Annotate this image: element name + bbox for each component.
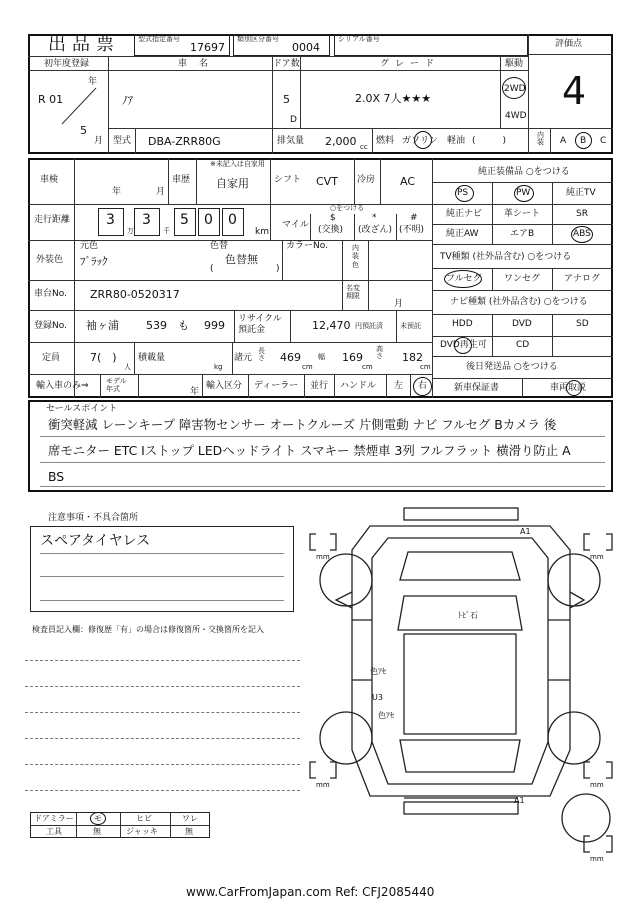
length-label: 長さ: [258, 347, 265, 362]
chassis-number: ZRR80-0520317: [90, 288, 180, 301]
inspector-label: 検査員記入欄：修復歴「有」の場合は修復箇所・交換箇所を記入: [32, 625, 264, 634]
sales-line-2: 席モニター ETC Iストップ LEDヘッドライト スマキー 禁煙車 3列 フルフラット 横滑り防止 A: [48, 443, 571, 458]
registration-class: 539: [146, 319, 167, 332]
tools-value: 無: [93, 827, 101, 836]
notes-label: 注意事項・不具合箇所: [48, 513, 139, 523]
equip-abs-circle: [571, 226, 593, 243]
damage-u3: U3: [372, 693, 383, 702]
width-unit: cm: [362, 363, 373, 371]
capacity-value: 7( ): [90, 351, 117, 364]
mirror-circle: [90, 812, 106, 825]
import-label: 輸入車のみ⇒: [36, 381, 89, 391]
ac-label: 冷房: [357, 175, 376, 185]
displacement-label: 排気量: [277, 136, 305, 146]
month-unit: 月: [94, 136, 104, 146]
damage-a1-rear: A1: [514, 796, 525, 805]
history-value: 自家用: [216, 177, 249, 190]
first-reg-month: 5: [80, 124, 87, 137]
inspector-line-2: [25, 686, 300, 687]
inspector-line-5: [25, 764, 300, 765]
import-dealer: ディーラー: [254, 381, 299, 391]
original-color-label: 元色: [80, 241, 99, 251]
drive-4wd: 4WD: [505, 111, 527, 121]
year-unit: 年: [88, 77, 98, 87]
front-bumper: [404, 508, 518, 520]
equip-sr: SR: [576, 209, 588, 219]
rating-value: 4: [562, 69, 587, 113]
color-change-value: 色替無: [225, 253, 258, 266]
navi-hdd: HDD: [452, 319, 473, 329]
interior-grade-a: A: [560, 136, 567, 146]
shaken-year-unit: 年: [112, 187, 122, 197]
body-outline: [352, 526, 570, 796]
mileage-dollar: $: [330, 213, 336, 223]
mileage-digit-4: 0: [204, 212, 213, 228]
mirror-header-2: モ: [94, 814, 102, 823]
front-left-wheel: [320, 554, 372, 606]
drive-2wd: 2WD: [504, 84, 526, 94]
sales-label: セールスポイント: [46, 404, 118, 414]
history-note: ※未記入は自家用: [210, 160, 265, 168]
grade-value: 2.0X 7人★★★: [355, 92, 432, 105]
navi-dvd-playback-circle: [454, 337, 472, 354]
mirror-header-4: ワレ: [182, 814, 198, 823]
shaken-label: 車検: [40, 175, 59, 185]
equip-ps-circle: [455, 185, 474, 202]
car-damage-diagram: [300, 500, 620, 870]
tv-fullseg-circle: [444, 270, 482, 288]
door-suffix: D: [290, 115, 297, 125]
delivery-title: 後日発送品 ○をつける: [466, 362, 558, 372]
shift-label: シフト: [274, 175, 302, 185]
navi-dvd-playback: DVD再生可: [440, 340, 487, 350]
interior-grade-c: C: [600, 136, 607, 146]
displacement-value: 2,000: [325, 135, 357, 148]
equip-leather: 革シート: [504, 209, 541, 219]
mileage-man-unit: 万: [127, 227, 134, 235]
tv-analog: アナログ: [564, 274, 601, 284]
delivery-manual-circle: [566, 380, 582, 396]
capacity-label: 定員: [42, 353, 61, 363]
damage-paint-1: 色ｱｾ: [370, 667, 386, 676]
import-category-label: 輸入区分: [206, 381, 243, 391]
handle-label: ハンドル: [340, 381, 377, 391]
rear-window: [400, 740, 520, 772]
height-unit: cm: [420, 363, 431, 371]
diesel-paren: ( ): [472, 136, 507, 146]
inspector-line-4: [25, 738, 300, 739]
car-name-value: ﾉｱ: [122, 94, 133, 107]
tv-oneseg: ワンセグ: [504, 274, 541, 284]
model-year-label: モデル年式: [106, 377, 127, 393]
interior-grade-b: B: [580, 136, 587, 146]
inspector-line-1: [25, 660, 300, 661]
original-color-value: ﾌﾞﾗｯｸ: [80, 255, 108, 268]
inspector-line-3: [25, 712, 300, 713]
interior-grade-b-circle: [575, 132, 592, 149]
fuel-gasoline: ガソリン: [402, 136, 439, 146]
registration-place: 袖ヶ浦: [86, 319, 119, 332]
mm-label-3: mm: [316, 781, 330, 789]
body-inner: [372, 538, 548, 784]
length-value: 469: [280, 351, 301, 364]
expiry-label: 名変期限: [346, 284, 360, 301]
mm-label-4: mm: [590, 781, 604, 789]
equip-tv: 純正TV: [566, 188, 596, 198]
mileage-exchange: (交換): [318, 225, 344, 235]
model-year-unit: 年: [190, 387, 200, 397]
width-label: 幅: [318, 353, 325, 361]
color-change-label: 色替: [210, 241, 229, 251]
doors-label: ドア数: [273, 59, 300, 69]
recycle-unpaid: 未预託: [400, 322, 421, 330]
interior-label: 内装: [537, 131, 544, 146]
equip-abs: ABS: [573, 229, 591, 239]
registration-number: 999: [204, 319, 225, 332]
rear-right-wheel: [548, 712, 600, 764]
footer-watermark: www.CarFromJapan.com Ref: CFJ2085440: [186, 885, 435, 899]
type-label: 型式: [113, 136, 132, 146]
equip-ps: PS: [457, 188, 469, 198]
mileage-digit-3: 5: [180, 212, 189, 228]
spare-wheel: [562, 794, 610, 842]
mileage-digit-2: 3: [142, 212, 151, 228]
import-parallel: 並行: [310, 381, 329, 391]
tv-fullseg: フルセグ: [446, 274, 482, 284]
sales-line-1: 衝突軽減 レーンキープ 障害物センサー オートクルーズ 片側電動 ナビ フルセグ Bカメラ 後: [48, 417, 557, 432]
model-no-label: 型式指定番号: [138, 35, 180, 43]
tv-title: TV種類 (社外品含む) ○をつける: [440, 252, 572, 262]
shaken-month-unit: 月: [156, 187, 166, 197]
mileage-hash: #: [410, 213, 418, 223]
width-value: 169: [342, 351, 363, 364]
first-reg-label: 初年度登録: [44, 59, 90, 69]
roof: [404, 634, 516, 734]
navi-cd: CD: [516, 340, 530, 350]
shift-value: CVT: [316, 175, 338, 188]
fuel-gasoline-circle: [414, 131, 432, 149]
height-label: 高さ: [376, 345, 383, 360]
registration-kana: も: [178, 319, 189, 332]
mirror-header-3: ヒビ: [136, 814, 152, 823]
spec-label: 諸元: [234, 353, 253, 363]
inspector-line-6: [25, 790, 300, 791]
mm-label-2: mm: [590, 553, 604, 561]
damage-paint-2: 色ｱｾ: [378, 711, 394, 720]
equip-pw-circle: [514, 185, 534, 202]
recycle-value: 12,470: [312, 319, 351, 332]
mileage-sen-unit: 千: [163, 227, 170, 235]
damage-a1-front: A1: [520, 527, 531, 536]
equip-aw: 純正AW: [446, 229, 479, 239]
load-label: 積載量: [138, 353, 166, 363]
document-title: 出品票: [48, 34, 120, 55]
rear-bumper: [404, 802, 518, 814]
mileage-modified: (改ざん): [358, 225, 393, 235]
equip-navi: 純正ナビ: [446, 209, 483, 219]
grade-label: グレード: [380, 59, 441, 69]
equip-pw: PW: [516, 188, 531, 198]
handle-left: 左: [394, 381, 404, 391]
mileage-digit-1: 3: [106, 212, 115, 228]
mileage-star: *: [372, 213, 377, 223]
hood: [400, 552, 520, 580]
mileage-mile: マイル: [282, 220, 309, 230]
capacity-unit: 人: [124, 363, 131, 371]
fuel-label: 燃料: [376, 136, 395, 146]
navi-dvd: DVD: [512, 319, 532, 329]
mileage-unknown: (不明): [399, 225, 425, 235]
handle-right: 右: [418, 381, 428, 391]
serial-label: シリアル番号: [338, 35, 380, 43]
jack-label: ジャッキ: [126, 827, 158, 836]
interior-color-label: 内装色: [352, 244, 359, 269]
first-reg-era: R 01: [38, 93, 64, 106]
ac-value: AC: [400, 175, 416, 188]
chassis-label: 車台No.: [34, 289, 67, 299]
rear-left-wheel: [320, 712, 372, 764]
history-label: 車歴: [172, 175, 191, 185]
delivery-manual: 車両取説: [550, 383, 587, 393]
mm-label-1: mm: [316, 553, 330, 561]
color-label: 外装色: [36, 255, 64, 265]
drive-label: 駆動: [505, 59, 524, 69]
jack-value: 無: [185, 827, 193, 836]
recycle-label: リサイクル預託金: [238, 314, 282, 335]
model-no-value: 17697: [190, 41, 225, 54]
registration-label: 登録No.: [34, 321, 67, 331]
delivery-warranty: 新車保証書: [454, 383, 500, 393]
color-no-label: カラーNo.: [286, 241, 328, 251]
mileage-label: 走行距離: [34, 215, 71, 225]
handle-right-circle: [413, 377, 432, 396]
class-no-label: 類別区分番号: [237, 35, 279, 43]
model-type-value: DBA-ZRR80G: [148, 135, 221, 148]
mirror-header-1: ドアミラー: [34, 814, 74, 823]
drive-2wd-circle: [502, 77, 526, 99]
car-name-label: 車名: [178, 59, 221, 69]
mileage-km-unit: km: [255, 227, 269, 237]
doors-value: 5: [283, 93, 290, 106]
length-unit: cm: [302, 363, 313, 371]
height-value: 182: [402, 351, 423, 364]
notes-text: スペアタイヤレス: [40, 533, 151, 549]
load-kg: kg: [214, 363, 223, 371]
rating-label: 評価点: [555, 39, 583, 49]
recycle-unit: 円預託済: [355, 322, 383, 330]
navi-sd: SD: [576, 319, 589, 329]
damage-windshield: ﾄﾋﾞ石: [458, 611, 478, 620]
mileage-circle-label: ○をつける: [330, 204, 365, 212]
equipment-title: 純正装備品 ○をつける: [478, 167, 570, 177]
sales-line-3: BS: [48, 469, 65, 484]
class-no-value: 0004: [292, 41, 320, 54]
mm-label-5: mm: [590, 855, 604, 863]
navi-title: ナビ種類 (社外品含む) ○をつける: [450, 297, 588, 307]
equip-airbag: エアB: [510, 229, 535, 239]
mileage-digit-5: 0: [228, 212, 237, 228]
expiry-month-unit: 月: [394, 299, 404, 309]
diesel-label: 軽油: [447, 136, 466, 146]
front-right-wheel: [548, 554, 600, 606]
cc-unit: cc: [360, 143, 368, 151]
slash-divider: [60, 86, 100, 126]
tools-label: 工具: [46, 827, 62, 836]
